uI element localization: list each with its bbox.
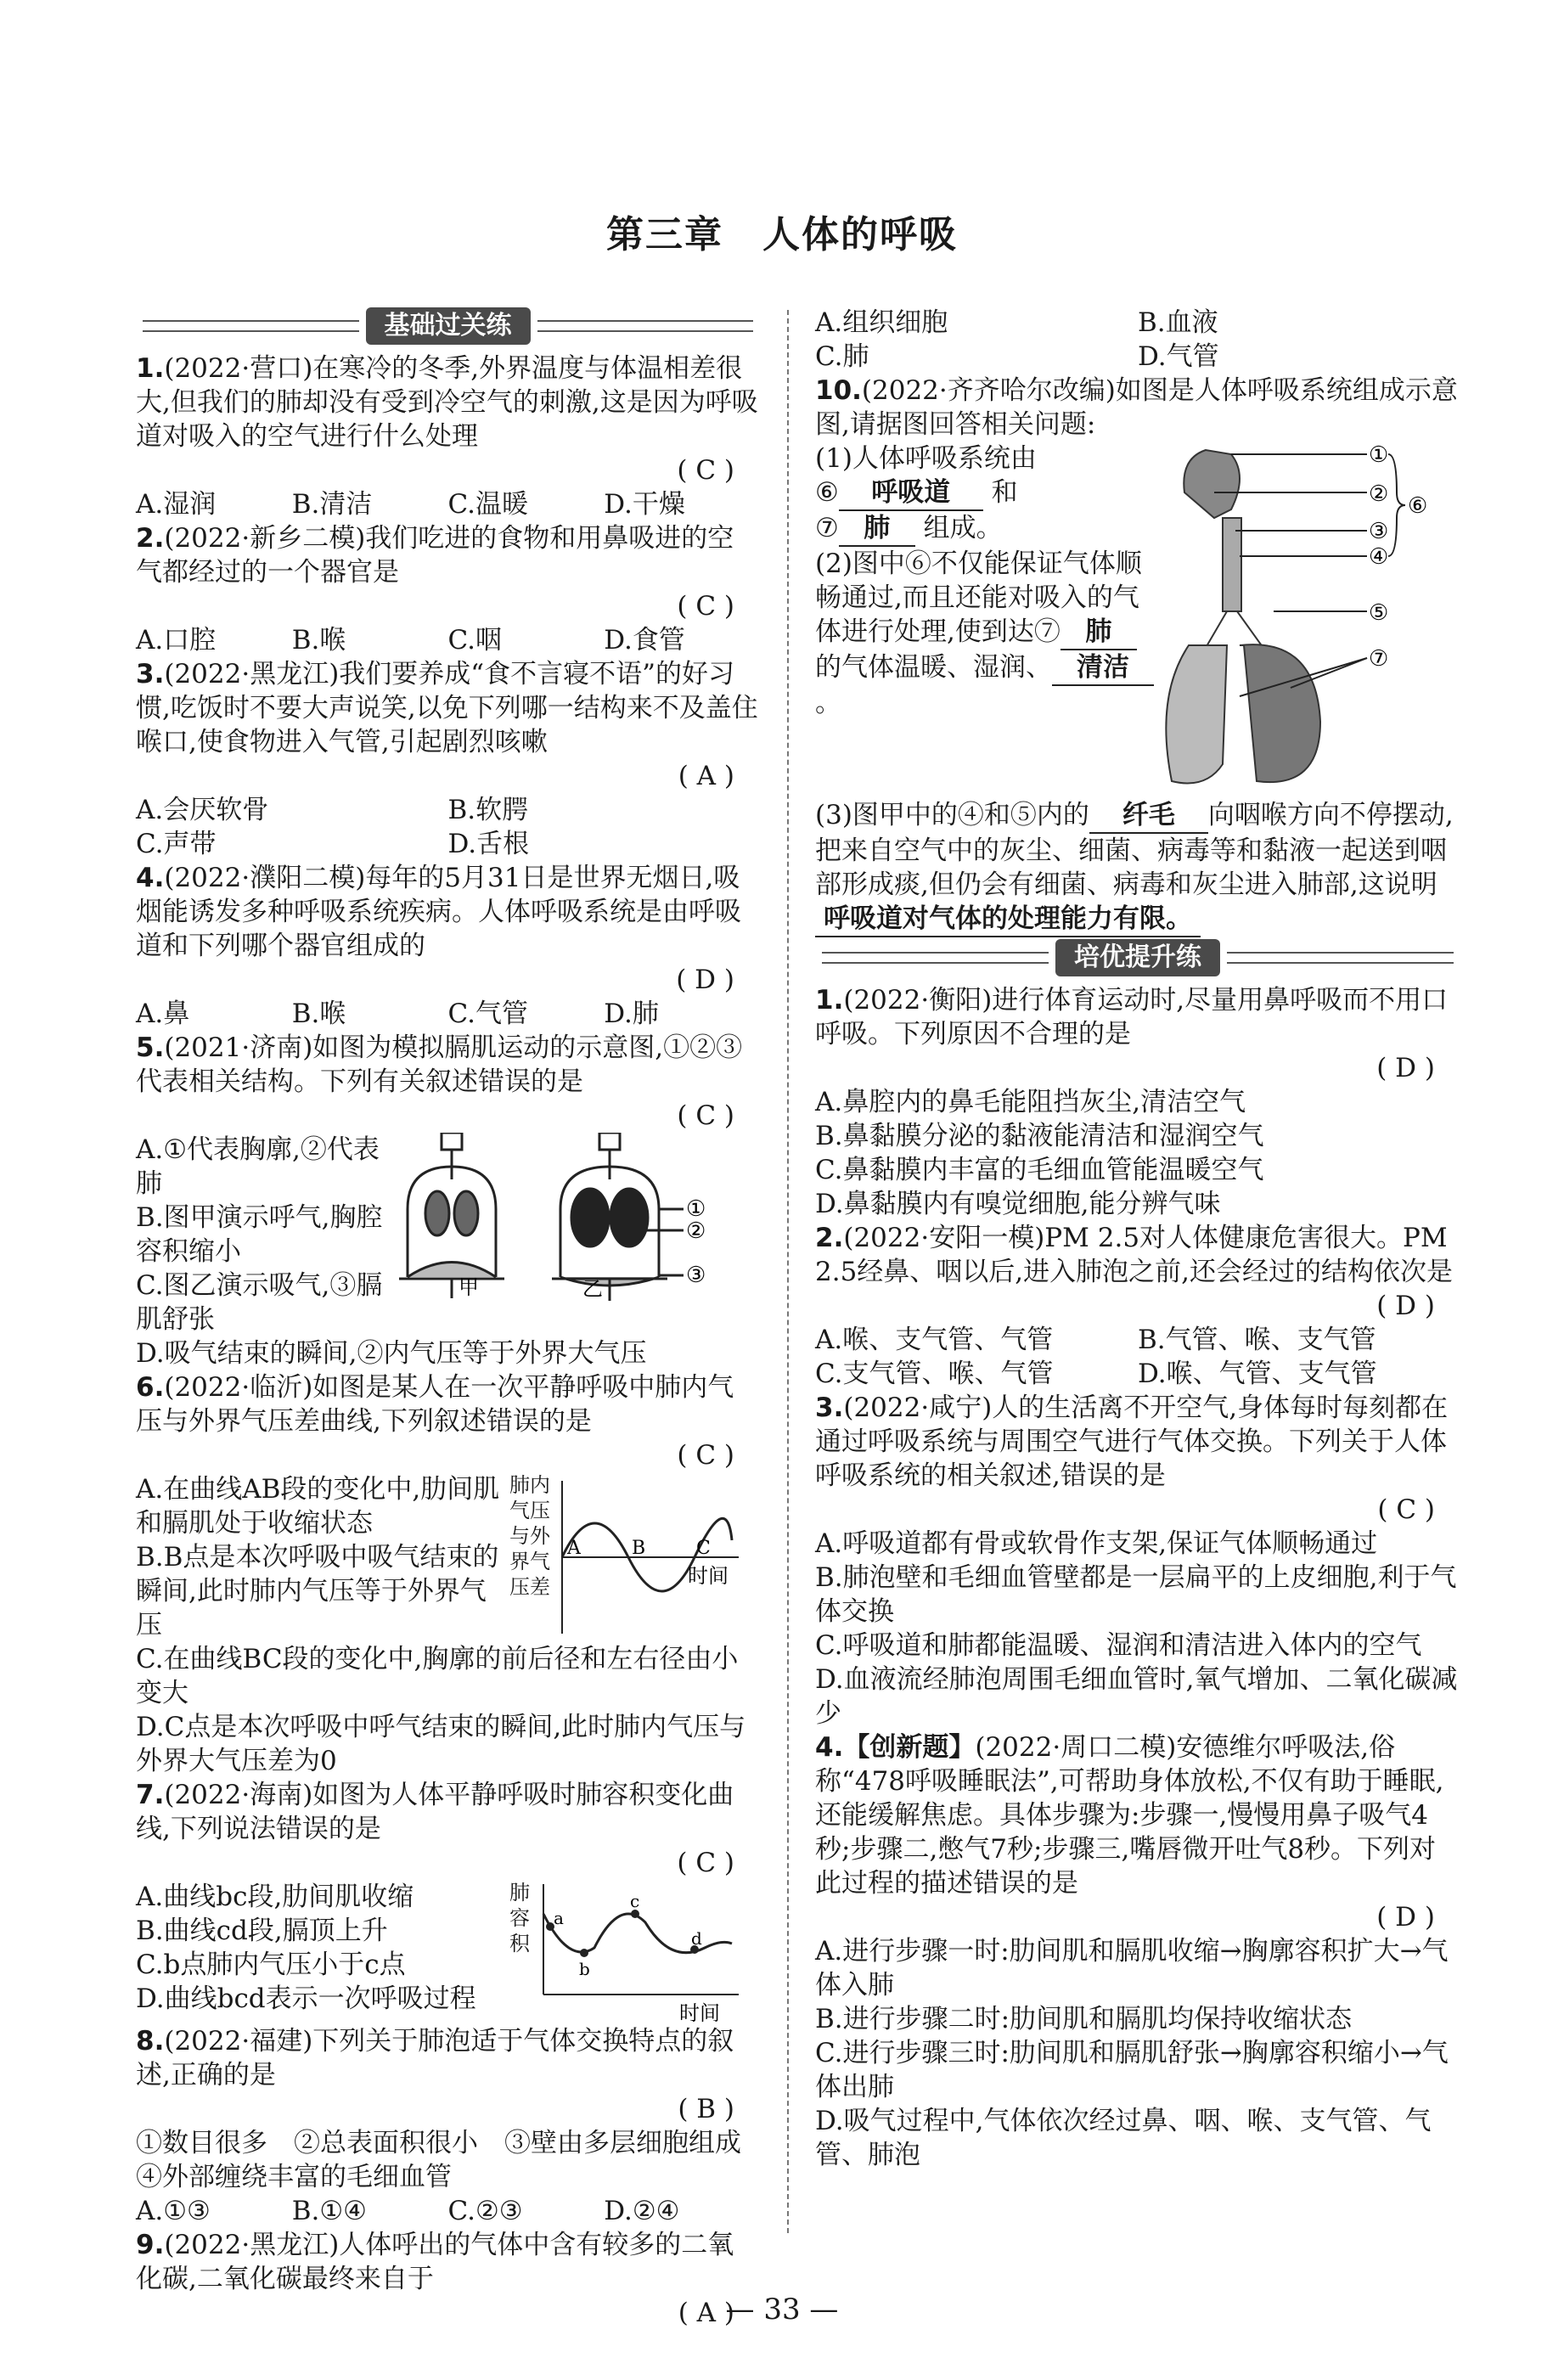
question-number: 2. — [136, 523, 165, 554]
question-stem: (2022·周口二模)安德维尔呼吸法,俗称“478呼吸睡眠法”,可帮助身体放松,不仅有助于睡眠,还能缓解焦虑。具体步骤为:步骤一,慢慢用鼻子吸气4秒;步骤二,憋气7秒;步骤三,嘴唇微开吐气8秒。下列对此过程的描述错误的是 — [815, 1732, 1444, 1899]
option-d: D.食管 — [604, 625, 685, 655]
option-a: A.呼吸道都有骨或软骨作支架,保证气体顺畅通过 — [815, 1528, 1378, 1559]
option-c: C.图乙演示吸气,③膈肌舒张 — [136, 1270, 383, 1335]
answer-blank-lung: 肺 — [839, 511, 915, 547]
option-c: C.b点肺内气压小于c点 — [136, 1950, 406, 1980]
option-d: D.干燥 — [604, 489, 685, 520]
option-d: D.舌根 — [447, 829, 530, 859]
pressure-difference-curve — [509, 1472, 756, 1642]
option-c: C.呼吸道和肺都能温暖、湿润和清洁进入体内的空气 — [815, 1630, 1422, 1661]
question-stem: (2022·临沂)如图是某人在一次平静呼吸中肺内气压与外界气压差曲线,下列叙述错误的是 — [136, 1372, 734, 1437]
option-c: C.声带 — [136, 829, 217, 859]
statement-items: ①数目很多 ②总表面积很小 ③壁由多层细胞组成 ④外部缠绕丰富的毛细血管 — [136, 2128, 768, 2192]
option-b: B.B点是本次呼吸中吸气结束的瞬间,此时肺内气压等于外界气压 — [136, 1542, 499, 1640]
option-a: A.曲线bc段,肋间肌收缩 — [136, 1882, 414, 1912]
point-c: C — [696, 1538, 711, 1559]
question-4 — [136, 861, 760, 1031]
label-1: ① — [686, 1196, 706, 1222]
y-axis-label: 肺内气压与外界气压差 — [509, 1473, 550, 1599]
options — [136, 997, 760, 1031]
option-c: C.在曲线BC段的变化中,胸廓的前后径和左右径由小变大 — [136, 1644, 739, 1708]
option-d: D.②④ — [604, 2196, 680, 2226]
question-stem: (2022·咸宁)人的生活离不开空气,身体每时每刻都在通过呼吸系统与周围空气进行气体交换。下列关于人体呼吸系统的相关叙述,错误的是 — [815, 1393, 1449, 1491]
bell-jar-jia — [399, 1133, 504, 1298]
part-1-conj: 和 — [991, 477, 1018, 508]
question-5 — [136, 1031, 760, 1370]
advanced-question-1 — [815, 983, 1460, 1221]
option-d: D.C点是本次呼吸中呼气结束的瞬间,此时肺内气压与外界大气压差为0 — [136, 1712, 746, 1776]
advanced-question-4 — [815, 1730, 1460, 2172]
option-a: A.湿润 — [136, 489, 217, 520]
question-number: 7. — [136, 1780, 165, 1810]
option-b: B.图甲演示呼气,胸腔容积缩小 — [136, 1202, 383, 1267]
option-a: A.在曲线AB段的变化中,肋间肌和膈肌处于收缩状态 — [136, 1474, 500, 1539]
label-5: ⑤ — [1369, 600, 1389, 626]
answer-blank-clean: 清洁 — [1052, 650, 1154, 686]
answer: ( D ) — [676, 965, 734, 995]
option-c: C.温暖 — [447, 489, 528, 520]
option-d: D.曲线bcd表示一次呼吸过程 — [136, 1983, 476, 2014]
question-number: 3. — [815, 1393, 844, 1423]
option-c: C.肺 — [815, 341, 869, 372]
question-9-options — [815, 306, 1460, 374]
header-lines-left — [143, 320, 359, 332]
answer: ( C ) — [1377, 1494, 1435, 1525]
question-stem: (2022·安阳一模)PM 2.5对人体健康危害很大。PM 2.5经鼻、咽以后,进入肺泡之前,还会经过的结构依次是 — [815, 1223, 1454, 1287]
options-with-figure — [136, 1472, 760, 1642]
option-a: A.会厌软骨 — [136, 795, 269, 825]
option-b: B.喉 — [291, 999, 346, 1029]
part-1 — [815, 442, 1155, 547]
label-2: ② — [686, 1218, 706, 1244]
option-a: A.鼻腔内的鼻毛能阻挡灰尘,清洁空气 — [815, 1087, 1246, 1117]
question-7 — [136, 1778, 760, 2024]
option-c: C.进行步骤三时:肋间肌和膈肌舒张→胸廓容积缩小→气体出肺 — [815, 2038, 1449, 2102]
section-title-basic: 基础过关练 — [366, 307, 531, 345]
part-3-text-2: 向咽喉方向不停摆动,把来自空气中的灰尘、细菌、病毒等和黏液一起送到咽部形成痰,但仍会有细菌、病毒和灰尘进入肺部,这说明 — [815, 800, 1454, 900]
option-a: A.进行步骤一时:肋间肌和膈肌收缩→胸廓容积扩大→气体入肺 — [815, 1936, 1449, 2000]
option-b: B.曲线cd段,膈顶上升 — [136, 1916, 388, 1946]
option-d: D.吸气结束的瞬间,②内气压等于外界大气压 — [136, 1338, 647, 1369]
x-axis-label: 时间 — [679, 2001, 720, 2024]
question-2 — [136, 521, 760, 657]
option-c: C.气管 — [447, 999, 528, 1029]
point-c: c — [630, 1891, 640, 1911]
point-a: a — [554, 1908, 564, 1928]
answer: ( C ) — [677, 1848, 734, 1878]
answer: ( D ) — [1376, 1053, 1435, 1083]
option-a: A.鼻 — [136, 999, 190, 1029]
option-b: B.血液 — [1138, 307, 1218, 338]
part-2-end: 。 — [815, 688, 841, 718]
question-3 — [136, 657, 760, 861]
label-3: ③ — [1369, 519, 1389, 544]
header-lines-right — [537, 320, 754, 332]
answer: ( C ) — [677, 1100, 734, 1131]
part-3-text: (3)图甲中的④和⑤内的 — [815, 800, 1089, 830]
question-6 — [136, 1370, 760, 1778]
question-number: 3. — [136, 659, 165, 689]
option-c: C.鼻黏膜内丰富的毛细血管能温暖空气 — [815, 1155, 1264, 1185]
question-number: 6. — [136, 1372, 165, 1403]
question-number: 9. — [136, 2230, 165, 2260]
question-number: 10. — [815, 375, 862, 406]
label-6: ⑥ — [1408, 493, 1428, 519]
section-title-advanced: 培优提升练 — [1055, 939, 1220, 976]
bell-jar-model-figure — [391, 1133, 747, 1303]
question-stem: (2022·新乡二模)我们吃进的食物和用鼻吸进的空气都经过的一个器官是 — [136, 523, 734, 588]
section-header-basic — [136, 306, 760, 346]
question-10 — [815, 374, 1460, 937]
question-stem: (2022·衡阳)进行体育运动时,尽量用鼻呼吸而不用口呼吸。下列原因不合理的是 — [815, 985, 1449, 1049]
advanced-question-3 — [815, 1391, 1460, 1730]
page-number: — 33 — — [725, 2293, 839, 2327]
answer: ( A ) — [678, 2298, 734, 2328]
question-stem: (2022·濮阳二模)每年的5月31日是世界无烟日,吸烟能诱发多种呼吸系统疾病。人体呼吸系统是由呼吸道和下列哪个器官组成的 — [136, 863, 741, 961]
label-2: ② — [1369, 481, 1389, 507]
options-with-figure — [136, 1880, 760, 2024]
blank-number-7: ⑦ — [815, 513, 839, 543]
question-stem: (2021·济南)如图为模拟膈肌运动的示意图,①②③代表相关结构。下列有关叙述错误的是 — [136, 1032, 743, 1097]
label-jia: 甲 — [459, 1275, 479, 1299]
option-d: D.血液流经肺泡周围毛细血管时,氧气增加、二氧化碳减少 — [815, 1664, 1458, 1729]
question-stem: (2022·齐齐哈尔改编)如图是人体呼吸系统组成示意图,请据图回答相关问题: — [815, 375, 1458, 440]
answer-blank-lung-2: 肺 — [1060, 615, 1137, 650]
option-b: B.软腭 — [447, 795, 529, 825]
answer-blank-respiratory-tract: 呼吸道 — [839, 475, 983, 511]
answer: ( D ) — [1376, 1291, 1435, 1321]
y-axis-label: 肺容积 — [509, 1881, 530, 1955]
option-a: A.口腔 — [136, 625, 217, 655]
options — [136, 793, 760, 861]
part-1-end: 组成。 — [923, 513, 1003, 543]
question-stem: (2022·营口)在寒冷的冬季,外界温度与体温相差很大,但我们的肺却没有受到冷空气的刺激,这是因为呼吸道对吸入的空气进行什么处理 — [136, 353, 758, 452]
options — [815, 1323, 1460, 1391]
label-yi: 乙 — [582, 1277, 603, 1301]
question-number: 8. — [136, 2026, 165, 2056]
option-b: B.肺泡壁和毛细血管壁都是一层扁平的上皮细胞,利于气体交换 — [815, 1562, 1457, 1627]
option-b: B.清洁 — [291, 489, 373, 520]
label-1: ① — [1369, 442, 1389, 468]
right-column — [815, 306, 1460, 2172]
advanced-question-2 — [815, 1221, 1460, 1391]
question-stem: (2022·福建)下列关于肺泡适于气体交换特点的叙述,正确的是 — [136, 2026, 734, 2090]
option-a: A.①③ — [136, 2196, 211, 2226]
question-number: 4. — [136, 863, 165, 893]
option-b: B.进行步骤二时:肋间肌和膈肌均保持收缩状态 — [815, 2004, 1353, 2034]
option-d: D.喉、气管、支气管 — [1138, 1359, 1377, 1389]
option-a: A.①代表胸廓,②代表肺 — [136, 1134, 380, 1199]
option-c: C.咽 — [447, 625, 502, 655]
label-3: ③ — [686, 1263, 706, 1288]
option-d: D.气管 — [1138, 341, 1219, 372]
option-d: D.吸气过程中,气体依次经过鼻、咽、喉、支气管、气管、肺泡 — [815, 2106, 1432, 2170]
answer: ( C ) — [677, 455, 734, 486]
point-b: b — [579, 1959, 590, 1979]
answer-blank-cilia: 纤毛 — [1089, 798, 1208, 834]
bell-jar-yi — [552, 1133, 684, 1301]
lung-volume-curve — [509, 1880, 756, 2024]
options — [136, 2194, 760, 2228]
part-2-text: (2)图中⑥不仅能保证气体顺畅通过,而且还能对吸入的气体进行处理,使到达⑦ — [815, 549, 1142, 647]
options — [136, 623, 760, 657]
question-8 — [136, 2024, 768, 2228]
option-b: B.喉 — [291, 625, 346, 655]
left-column — [136, 306, 768, 2330]
part-1-text: (1)人体呼吸系统由 — [815, 443, 1037, 474]
part-2-text-2: 的气体温暖、湿润、 — [815, 652, 1052, 683]
question-stem: (2022·海南)如图为人体平静呼吸时肺容积变化曲线,下列说法错误的是 — [136, 1780, 734, 1844]
question-1 — [136, 352, 760, 521]
answer: ( D ) — [1376, 1902, 1435, 1933]
header-lines-right — [1227, 952, 1454, 964]
option-c: C.支气管、喉、气管 — [815, 1359, 1054, 1389]
blank-number-6: ⑥ — [815, 477, 839, 508]
option-b: B.①④ — [291, 2196, 367, 2226]
question-number: 1. — [815, 985, 844, 1016]
option-d: D.鼻黏膜内有嗅觉细胞,能分辨气味 — [815, 1189, 1221, 1219]
option-b: B.鼻黏膜分泌的黏液能清洁和湿润空气 — [815, 1121, 1264, 1151]
options-with-figure — [136, 1133, 760, 1336]
point-a: A — [567, 1538, 581, 1559]
part-2 — [815, 547, 1155, 720]
answer: ( C ) — [677, 591, 734, 622]
answer: ( A ) — [678, 761, 734, 791]
respiratory-system-figure — [1155, 442, 1443, 798]
innovation-tag: 【创新题】 — [843, 1732, 976, 1763]
header-lines-left — [822, 952, 1049, 964]
question-stem: (2022·黑龙江)我们要养成“食不言寝不语”的好习惯,吃饭时不要大声说笑,以免下列哪一结构来不及盖住喉口,使食物进入气管,引起剧烈咳嗽 — [136, 659, 758, 757]
x-axis-label: 时间 — [688, 1564, 729, 1588]
question-stem: (2022·黑龙江)人体呼出的气体中含有较多的二氧化碳,二氧化碳最终来自于 — [136, 2230, 734, 2294]
question-number: 5. — [136, 1032, 165, 1063]
point-d: d — [691, 1928, 702, 1949]
option-c: C.②③ — [447, 2196, 523, 2226]
section-header-advanced — [815, 937, 1460, 978]
question-number: 4. — [815, 1732, 844, 1763]
answer-blank-limited: 呼吸道对气体的处理能力有限。 — [815, 902, 1201, 937]
point-b: B — [632, 1538, 646, 1559]
column-divider — [787, 310, 789, 2233]
answer: ( B ) — [678, 2094, 734, 2124]
option-d: D.肺 — [604, 999, 659, 1029]
question-number: 2. — [815, 1223, 844, 1253]
option-a: A.组织细胞 — [815, 307, 948, 338]
part-3 — [815, 798, 1460, 937]
answer: ( C ) — [677, 1440, 734, 1471]
option-b: B.气管、喉、支气管 — [1138, 1325, 1376, 1355]
question-10-body — [815, 442, 1460, 798]
chapter-title: 第三章 人体的呼吸 — [606, 213, 958, 256]
label-4: ④ — [1369, 544, 1389, 570]
option-a: A.喉、支气管、气管 — [815, 1325, 1054, 1355]
label-7: ⑦ — [1369, 646, 1389, 672]
options — [136, 487, 760, 521]
question-number: 1. — [136, 353, 165, 384]
